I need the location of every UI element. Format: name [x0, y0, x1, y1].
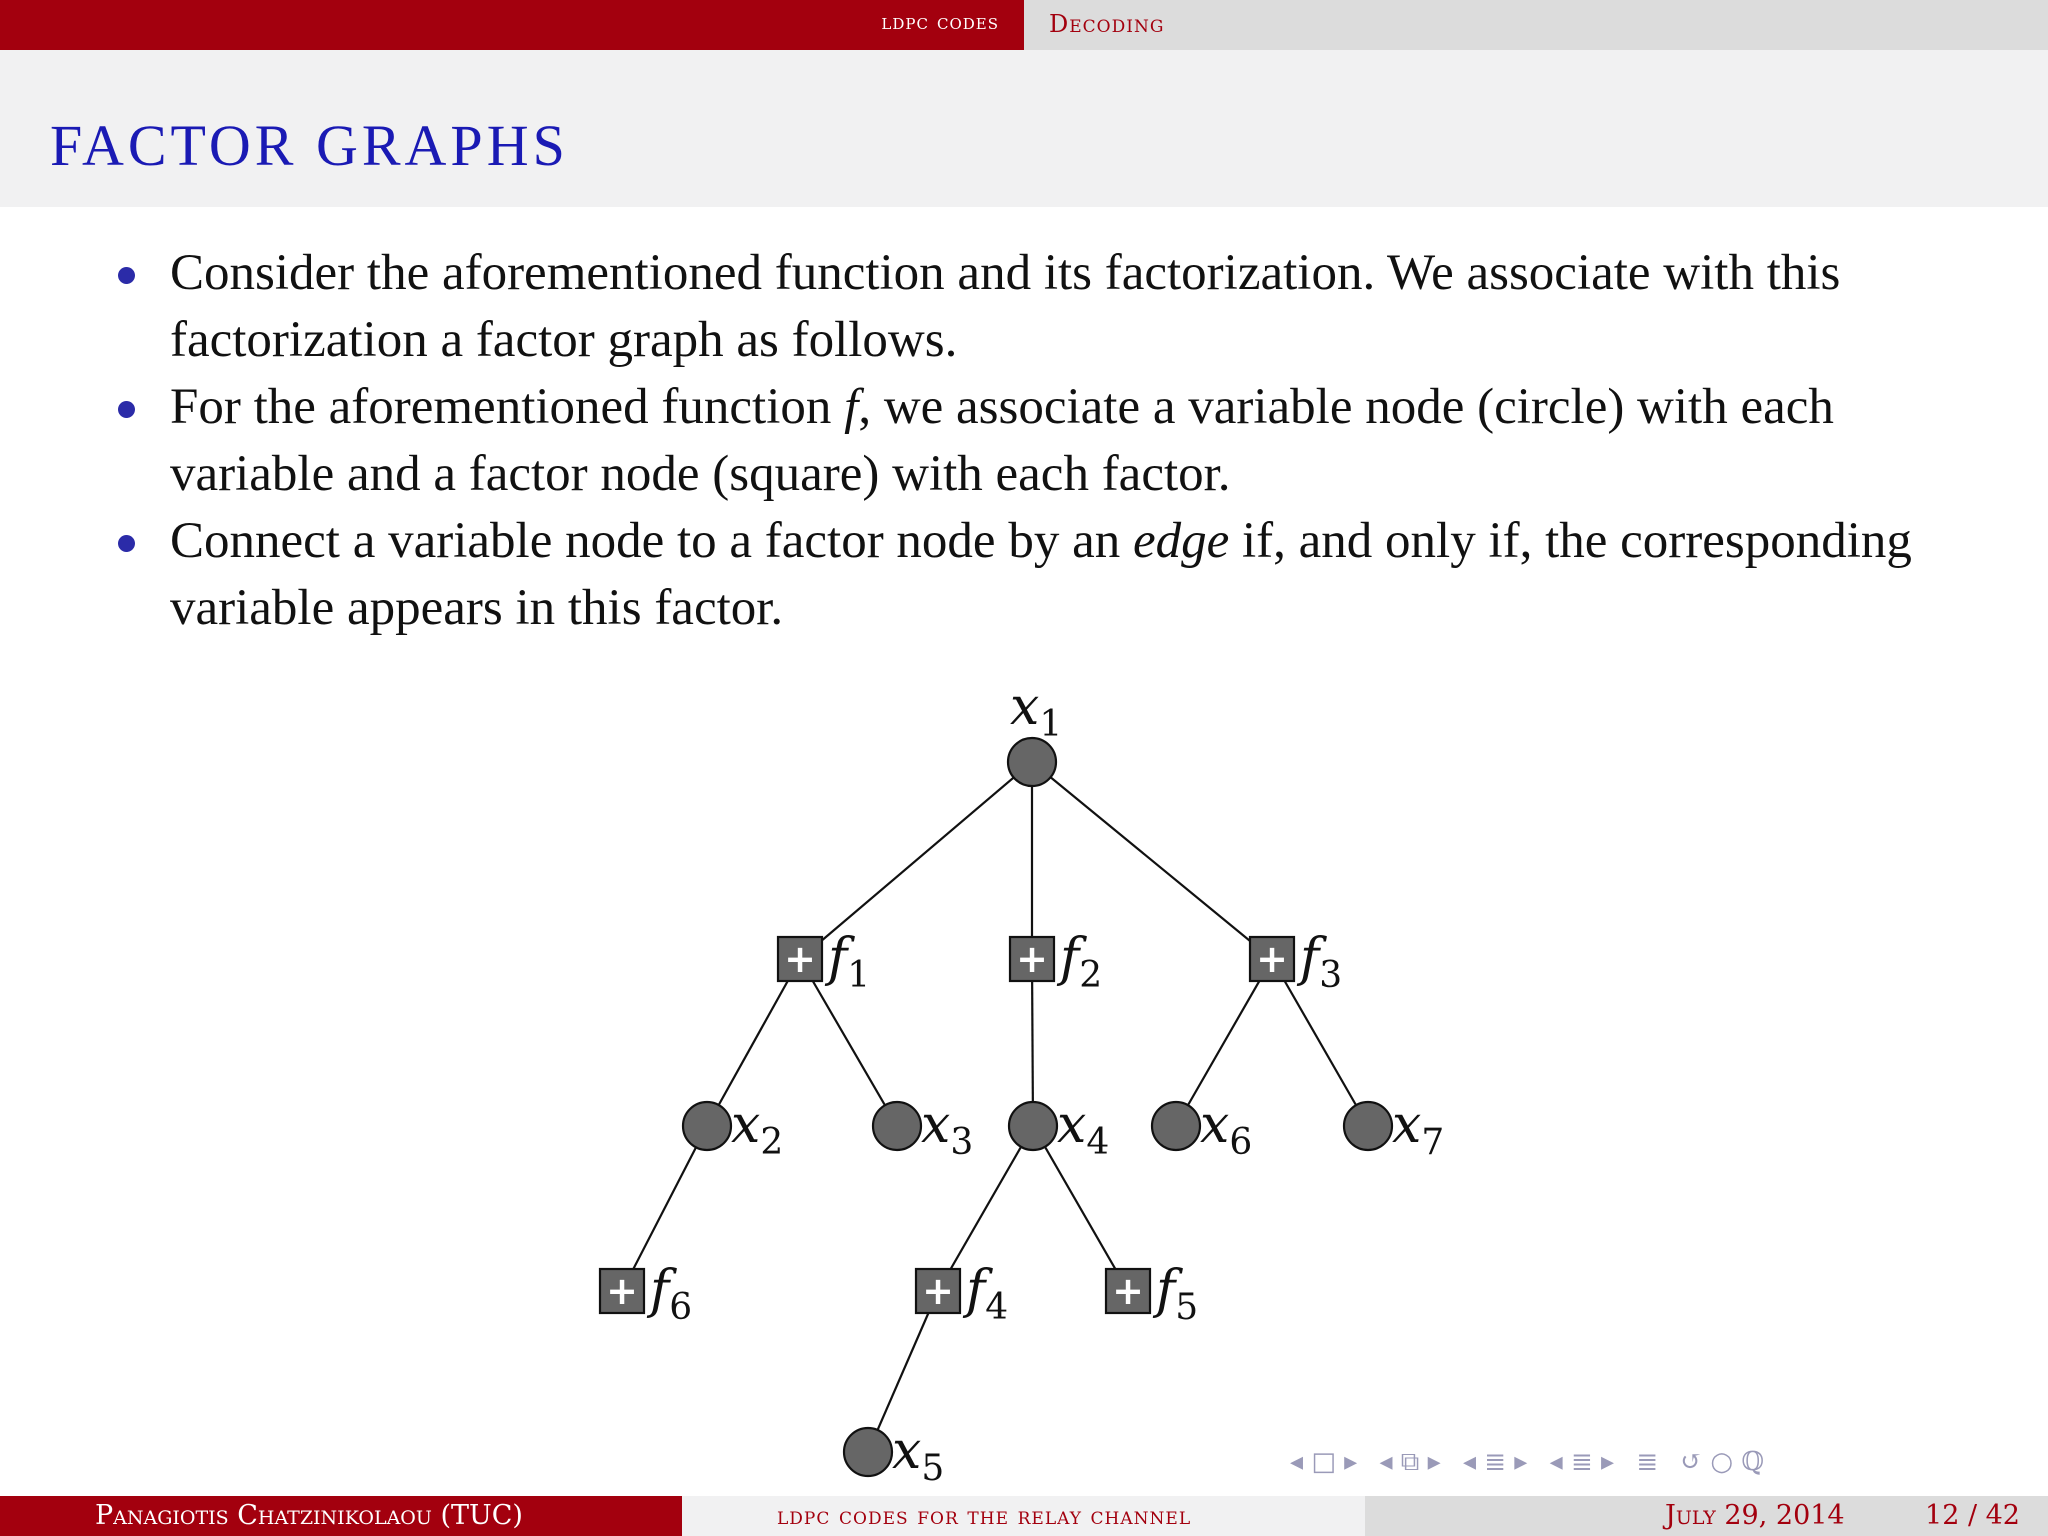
frame-title: FACTOR GRAPHS [50, 113, 569, 178]
bullet-text: Consider the aforementioned function and its factorization. We associate with this factorization a factor graph as follows. [170, 245, 1841, 368]
nav-subsection-icon[interactable]: ◂ ⧉ ▸ [1379, 1447, 1441, 1477]
math-f: f [844, 379, 859, 435]
footer-talk-title: ldpc codes for the relay channel [777, 1502, 1192, 1530]
variable-node-x7 [1344, 1102, 1392, 1150]
bullet-text: For the aforementioned function [170, 379, 845, 435]
emphasis-edge: edge [1132, 513, 1230, 569]
variable-node-x3 [873, 1102, 921, 1150]
bullet-text: if, and only if, the corresponding variable appears in this factor. [170, 513, 1912, 636]
plus-icon: + [606, 1269, 638, 1313]
variable-node-x2 [683, 1102, 731, 1150]
nodes [600, 677, 1444, 1489]
footer-page-number: 12 / 42 [1925, 1500, 2020, 1531]
section-link-decoding[interactable]: Decoding [1049, 10, 1165, 38]
f6-label: $f_6$ [650, 1260, 693, 1328]
nav-align-icon[interactable]: ≣ [1636, 1447, 1659, 1477]
nav-search-icon[interactable]: ↺ ○ ℚ [1680, 1447, 1765, 1477]
plus-icon: + [1112, 1269, 1144, 1313]
bullet-text: Connect a variable node to a factor node by an [170, 513, 1133, 569]
x2-label: $x_2$ [731, 1095, 784, 1163]
footer-author-box [0, 1496, 682, 1536]
f2-label: $f_2$ [1060, 928, 1103, 996]
variable-node-x5 [844, 1428, 892, 1476]
variable-node-x6 [1152, 1102, 1200, 1150]
nav-section-icon[interactable]: ◂ ≣ ▸ [1462, 1447, 1528, 1477]
section-link-ldpc-codes[interactable]: ldpc codes [881, 10, 999, 35]
footer-date-box [1365, 1496, 2048, 1536]
plus-icon: + [1256, 937, 1288, 981]
f4-label: $f_4$ [966, 1260, 1009, 1328]
plus-icon: + [922, 1269, 954, 1313]
nav-document-icon[interactable]: ◂ ≣ ▸ [1549, 1447, 1615, 1477]
x3-label: $x_3$ [921, 1095, 974, 1163]
f5-label: $f_5$ [1156, 1260, 1199, 1328]
x4-label: $x_4$ [1057, 1095, 1110, 1163]
f3-label: $f_3$ [1300, 928, 1343, 996]
plus-icon: + [1016, 937, 1048, 981]
footer-title-box [682, 1496, 1365, 1536]
footer-author: Panagiotis Chatzinikolaou (TUC) [95, 1500, 523, 1531]
x7-label: $x_7$ [1392, 1095, 1445, 1163]
x6-label: $x_6$ [1200, 1095, 1253, 1163]
plus-icon: + [784, 937, 816, 981]
beamer-navigation-symbols [1290, 1447, 1778, 1487]
x1-label: $x_1$ [1010, 677, 1063, 745]
bullet-text: , we associate a variable node (circle) with each variable and a factor node (square) with each factor. [170, 379, 1834, 502]
variable-node-x1 [1008, 738, 1056, 786]
variable-node-x4 [1009, 1102, 1057, 1150]
x5-label: $x_5$ [892, 1421, 945, 1489]
footer-bar [0, 1496, 2048, 1536]
nav-frame-icon[interactable]: ◂ □ ▸ [1290, 1447, 1358, 1477]
f1-label: $f_1$ [828, 928, 871, 996]
footer-date: July 29, 2014 [1665, 1500, 1845, 1531]
